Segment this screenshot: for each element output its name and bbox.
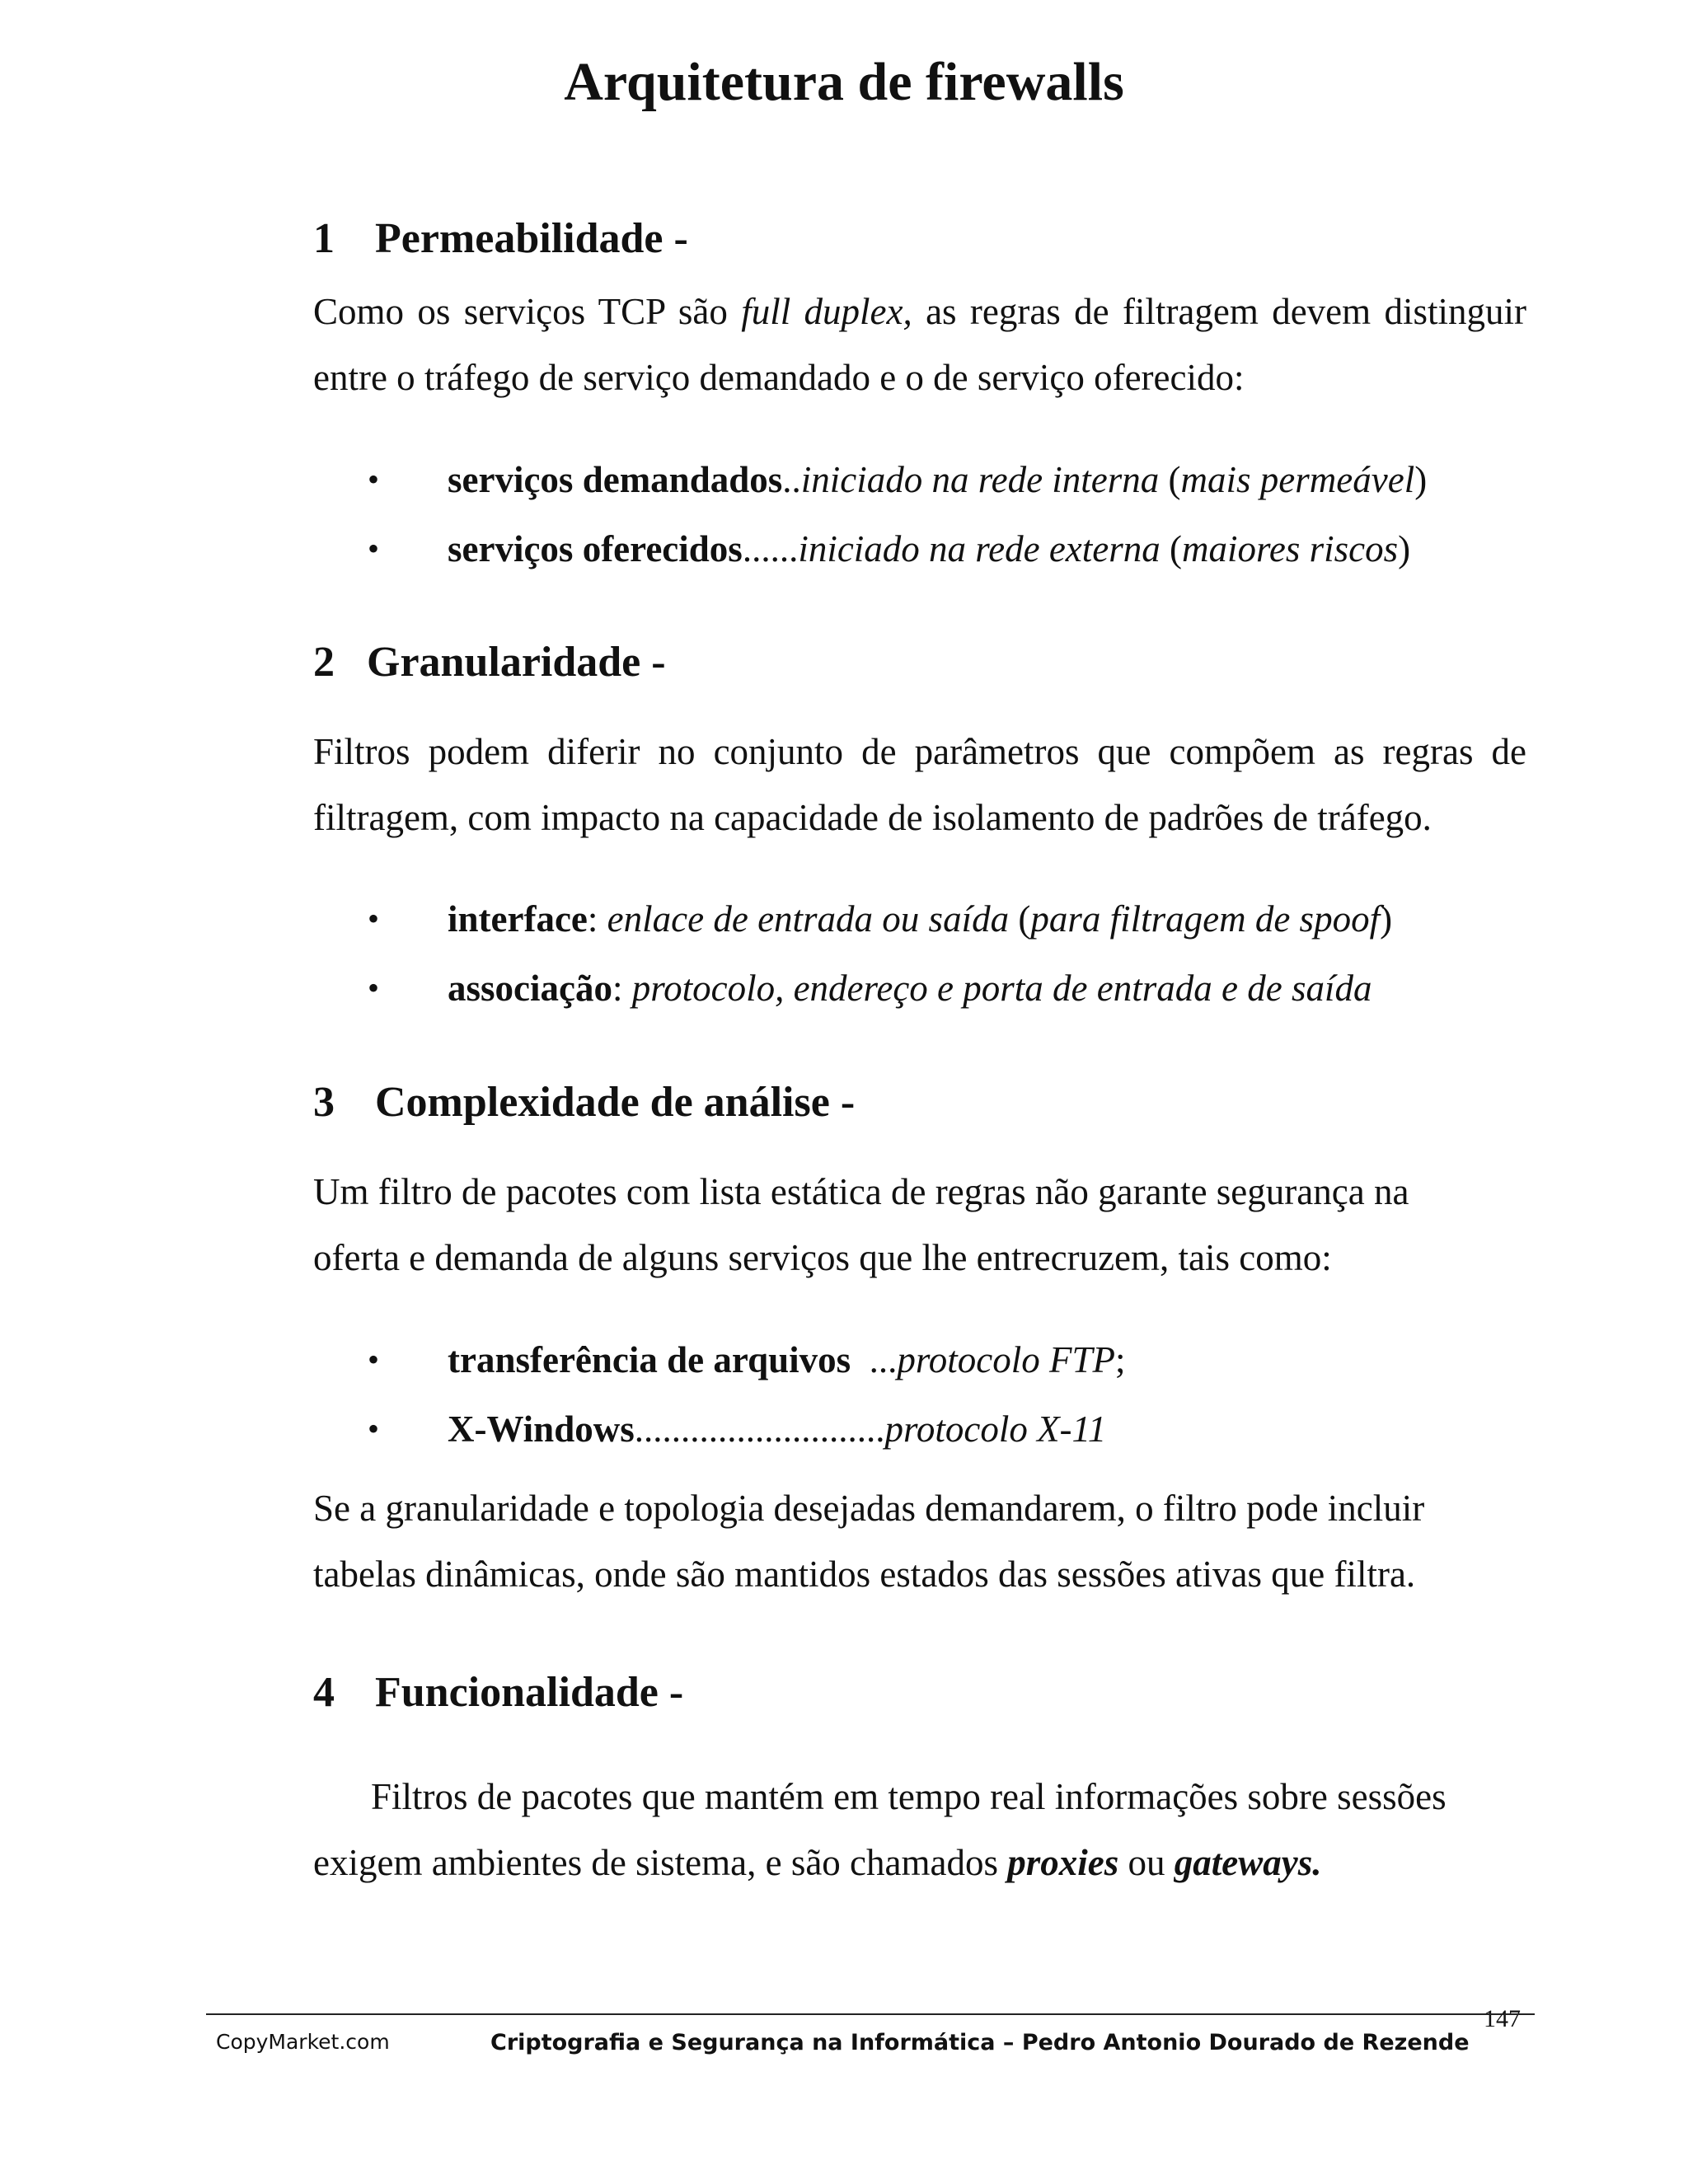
bullet-paren-close: ): [1380, 898, 1393, 940]
section-4-paragraph: [313, 1764, 1500, 1896]
bullet-paren-open: (: [1160, 528, 1183, 569]
bullet-separator: :: [587, 898, 607, 940]
bullet-icon: •: [368, 530, 380, 567]
list-item: [313, 1394, 1526, 1464]
section-1-paragraph: [313, 279, 1526, 410]
list-item: [313, 445, 1526, 514]
bullet-description: iniciado na rede interna: [800, 459, 1160, 500]
section-4-heading: [313, 1666, 683, 1719]
section-3-paragraph: Um filtro de pacotes com lista estática de regras não garante segurança na oferta e demanda de alguns serviços que lhe entrecruzem, tais como:: [313, 1171, 1409, 1278]
section-1-bullet-list: [313, 445, 1526, 583]
bullet-paren-close: ): [1414, 459, 1428, 500]
page-title: Arquitetura de firewalls: [564, 52, 1124, 112]
term-gateways: gateways.: [1174, 1842, 1322, 1883]
bullet-separator: :: [612, 968, 632, 1009]
section-2-paragraph: Filtros podem diferir no conjunto de parâmetros que compõem as regras de filtragem, com impacto na capacidade de isolamento de padrões de tráfego.: [313, 731, 1526, 838]
bullet-note: mais permeável: [1180, 459, 1415, 500]
bullet-description: enlace de entrada ou saída: [607, 898, 1010, 940]
footer-book-title: Criptografia e Segurança na Informática – Pedro Antonio Dourado de Rezende: [490, 2030, 1470, 2055]
footer-divider: [206, 2013, 1535, 2015]
section-4-paragraph-text: Filtros de pacotes que mantém em tempo real informações sobre sessões exigem ambientes de sistema, e são chamados: [313, 1776, 1447, 1883]
list-item: [313, 954, 1526, 1023]
bullet-description: protocolo, endereço e porta de entrada e de saída: [631, 968, 1372, 1009]
section-3-paragraph-2: Se a granularidade e topologia desejadas demandarem, o filtro pode incluir tabelas dinâmicas, onde são mantidos estados das sessões ativas que filtra.: [313, 1488, 1425, 1595]
list-item: [313, 514, 1526, 583]
bullet-paren-open: (: [1009, 898, 1031, 940]
section-1-paragraph-italic: full duplex,: [741, 291, 912, 332]
list-item: [313, 1325, 1526, 1394]
bullet-suffix: ;: [1114, 1339, 1126, 1380]
bullet-description: iniciado na rede externa: [798, 528, 1160, 569]
bullet-description: protocolo FTP: [897, 1339, 1115, 1380]
bullet-icon: •: [368, 900, 380, 937]
bullet-term: associação: [448, 968, 612, 1009]
bullet-term: serviços demandados: [448, 459, 783, 500]
section-1-paragraph-text-1: Como os serviços TCP são: [313, 291, 742, 332]
bullet-term: X-Windows: [448, 1408, 635, 1450]
bullet-term: transferência de arquivos: [448, 1339, 851, 1380]
bullet-description: protocolo X-11: [884, 1408, 1107, 1450]
section-1-title: Permeabilidade -: [375, 215, 688, 262]
footer-publisher: CopyMarket.com: [216, 2030, 390, 2054]
section-1-number: 1: [313, 215, 335, 262]
bullet-separator: ..: [782, 459, 801, 500]
section-3-bullet-list: [313, 1325, 1526, 1464]
section-3-number: 3: [313, 1079, 335, 1126]
bullet-icon: •: [368, 1410, 380, 1447]
bullet-icon: •: [368, 969, 380, 1006]
bullet-note: maiores riscos: [1182, 528, 1399, 569]
section-1-heading: [313, 213, 688, 265]
bullet-term: serviços oferecidos: [448, 528, 743, 569]
bullet-icon: •: [368, 461, 380, 498]
section-4-title: Funcionalidade -: [375, 1669, 684, 1716]
section-1-paragraph-text-2: as regras de filtragem devem distinguir entre o tráfego de serviço demandado e o de serviço oferecido:: [313, 291, 1526, 398]
term-proxies: proxies: [1007, 1842, 1119, 1883]
section-2-title: Granularidade -: [367, 639, 666, 686]
bullet-separator: ......: [742, 528, 799, 569]
bullet-paren-open: (: [1159, 459, 1181, 500]
bullet-separator: ...: [851, 1339, 898, 1380]
page-number: 147: [1484, 2005, 1521, 2032]
section-2-heading: [313, 636, 666, 689]
list-item: [313, 884, 1526, 954]
bullet-paren-close: ): [1398, 528, 1411, 569]
section-2-number: 2: [313, 639, 335, 686]
bullet-separator: ...........................: [634, 1408, 885, 1450]
section-2-bullet-list: [313, 884, 1526, 1023]
section-3-heading: [313, 1076, 855, 1129]
section-4-paragraph-conjunction: ou: [1118, 1842, 1175, 1883]
bullet-icon: •: [368, 1341, 380, 1378]
bullet-term: interface: [448, 898, 588, 940]
section-4-number: 4: [313, 1669, 335, 1716]
bullet-note: para filtragem de spoof: [1030, 898, 1381, 940]
section-3-title: Complexidade de análise -: [375, 1079, 856, 1126]
